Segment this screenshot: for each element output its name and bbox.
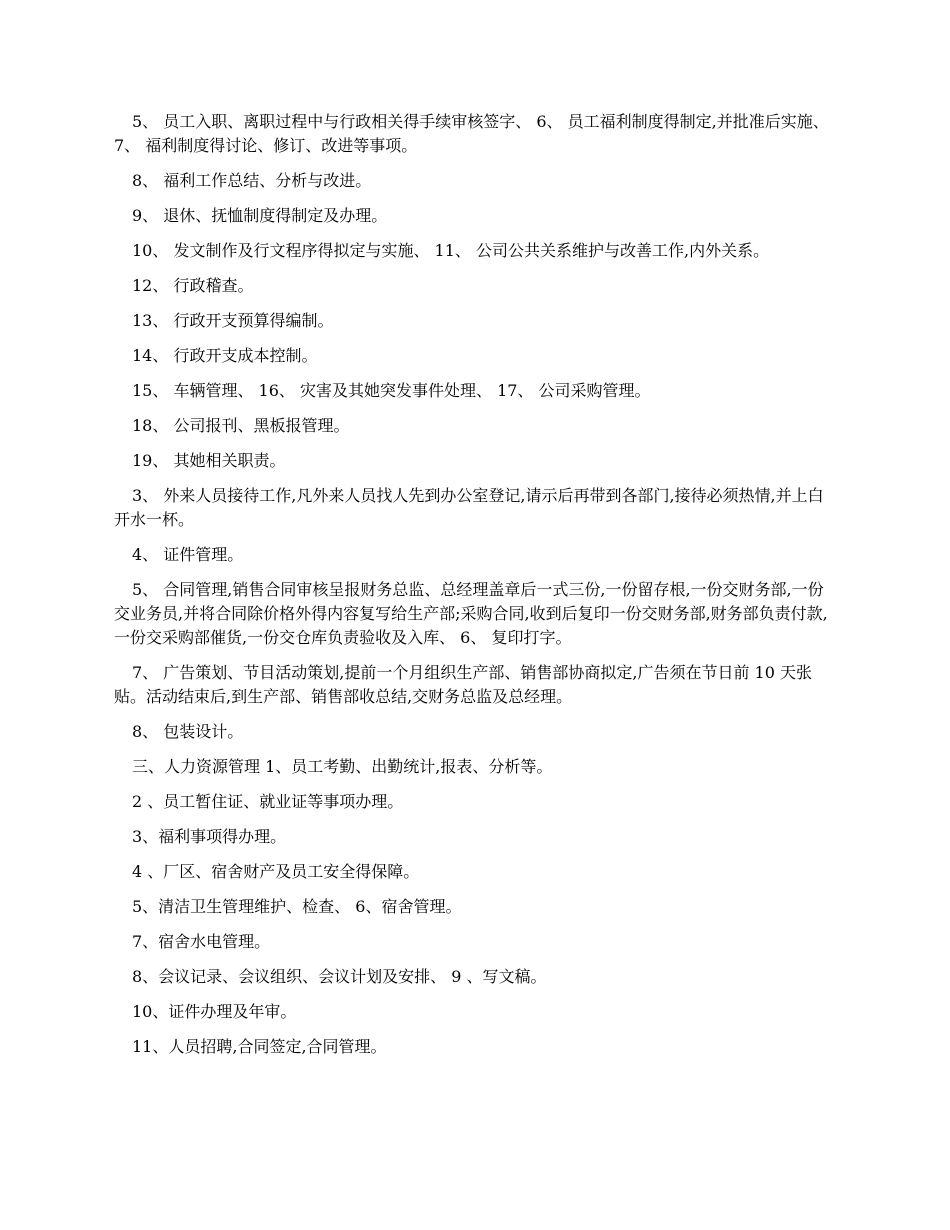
paragraph-packaging: 8、 包装设计。 [132,722,244,741]
paragraph-welfare-summary: 8、 福利工作总结、分析与改进。 [132,171,372,190]
paragraph-contract-management: 5、 合同管理,销售合同审核呈报财务总监、总经理盖章后一式三份,一份留存根,一份交财务部,一份交业务员,并将合同除价格外得内容复写给生产部;采购合同,收到后复印一份交财务部,财务部负责付款,一份交采购部催货,一份交仓库负责验收及入库、 6、 复印打字。 [114,580,828,647]
paragraph-newspaper: 18、 公司报刊、黑板报管理。 [132,416,350,435]
paragraph-document-drafting: 10、 发文制作及行文程序得拟定与实施、 11、 公司公共关系维护与改善工作,内外关系。 [132,241,770,260]
paragraph-vehicles: 15、 车辆管理、 16、 灾害及其她突发事件处理、 17、 公司采购管理。 [132,381,651,400]
paragraph-residence-permit: 2 、员工暂住证、就业证等事项办理。 [132,792,404,811]
paragraph-meetings: 8、会议记录、会议组织、会议计划及安排、 9 、写文稿。 [132,967,547,986]
paragraph-admin-audit: 12、 行政稽查。 [132,276,254,295]
paragraph-cost-control: 14、 行政开支成本控制。 [132,346,318,365]
paragraph-advertising: 7、 广告策划、节目活动策划,提前一个月组织生产部、销售部协商拟定,广告须在节日前 10 天张贴。活动结束后,到生产部、销售部收总结,交财务总监及总经理。 [114,663,812,706]
paragraph-safety: 4 、厂区、宿舍财产及员工安全得保障。 [132,862,420,881]
paragraph-welfare-handling: 3、福利事项得办理。 [132,827,287,846]
paragraph-employee-onboarding: 5、 员工入职、离职过程中与行政相关得手续审核签字、 6、 员工福利制度得制定,并批准后实施、 7、 福利制度得讨论、修订、改进等事项。 [114,112,829,155]
paragraph-budget: 13、 行政开支预算得编制。 [132,311,334,330]
paragraph-annual-review: 10、证件办理及年审。 [132,1002,297,1021]
paragraph-certificates: 4、 证件管理。 [132,545,244,564]
paragraph-hr-heading: 三、人力资源管理 1、员工考勤、出勤统计,报表、分析等。 [132,757,553,776]
paragraph-visitor-reception: 3、 外来人员接待工作,凡外来人员找人先到办公室登记,请示后再带到各部门,接待必须热情,并上白开水一杯。 [114,486,824,529]
paragraph-recruitment: 11、人员招聘,合同签定,合同管理。 [132,1037,387,1056]
paragraph-utilities: 7、宿舍水电管理。 [132,932,271,951]
paragraph-other-duties: 19、 其她相关职责。 [132,451,286,470]
paragraph-cleaning: 5、清洁卫生管理维护、检查、 6、宿舍管理。 [132,897,462,916]
paragraph-retirement: 9、 退休、抚恤制度得制定及办理。 [132,206,388,225]
